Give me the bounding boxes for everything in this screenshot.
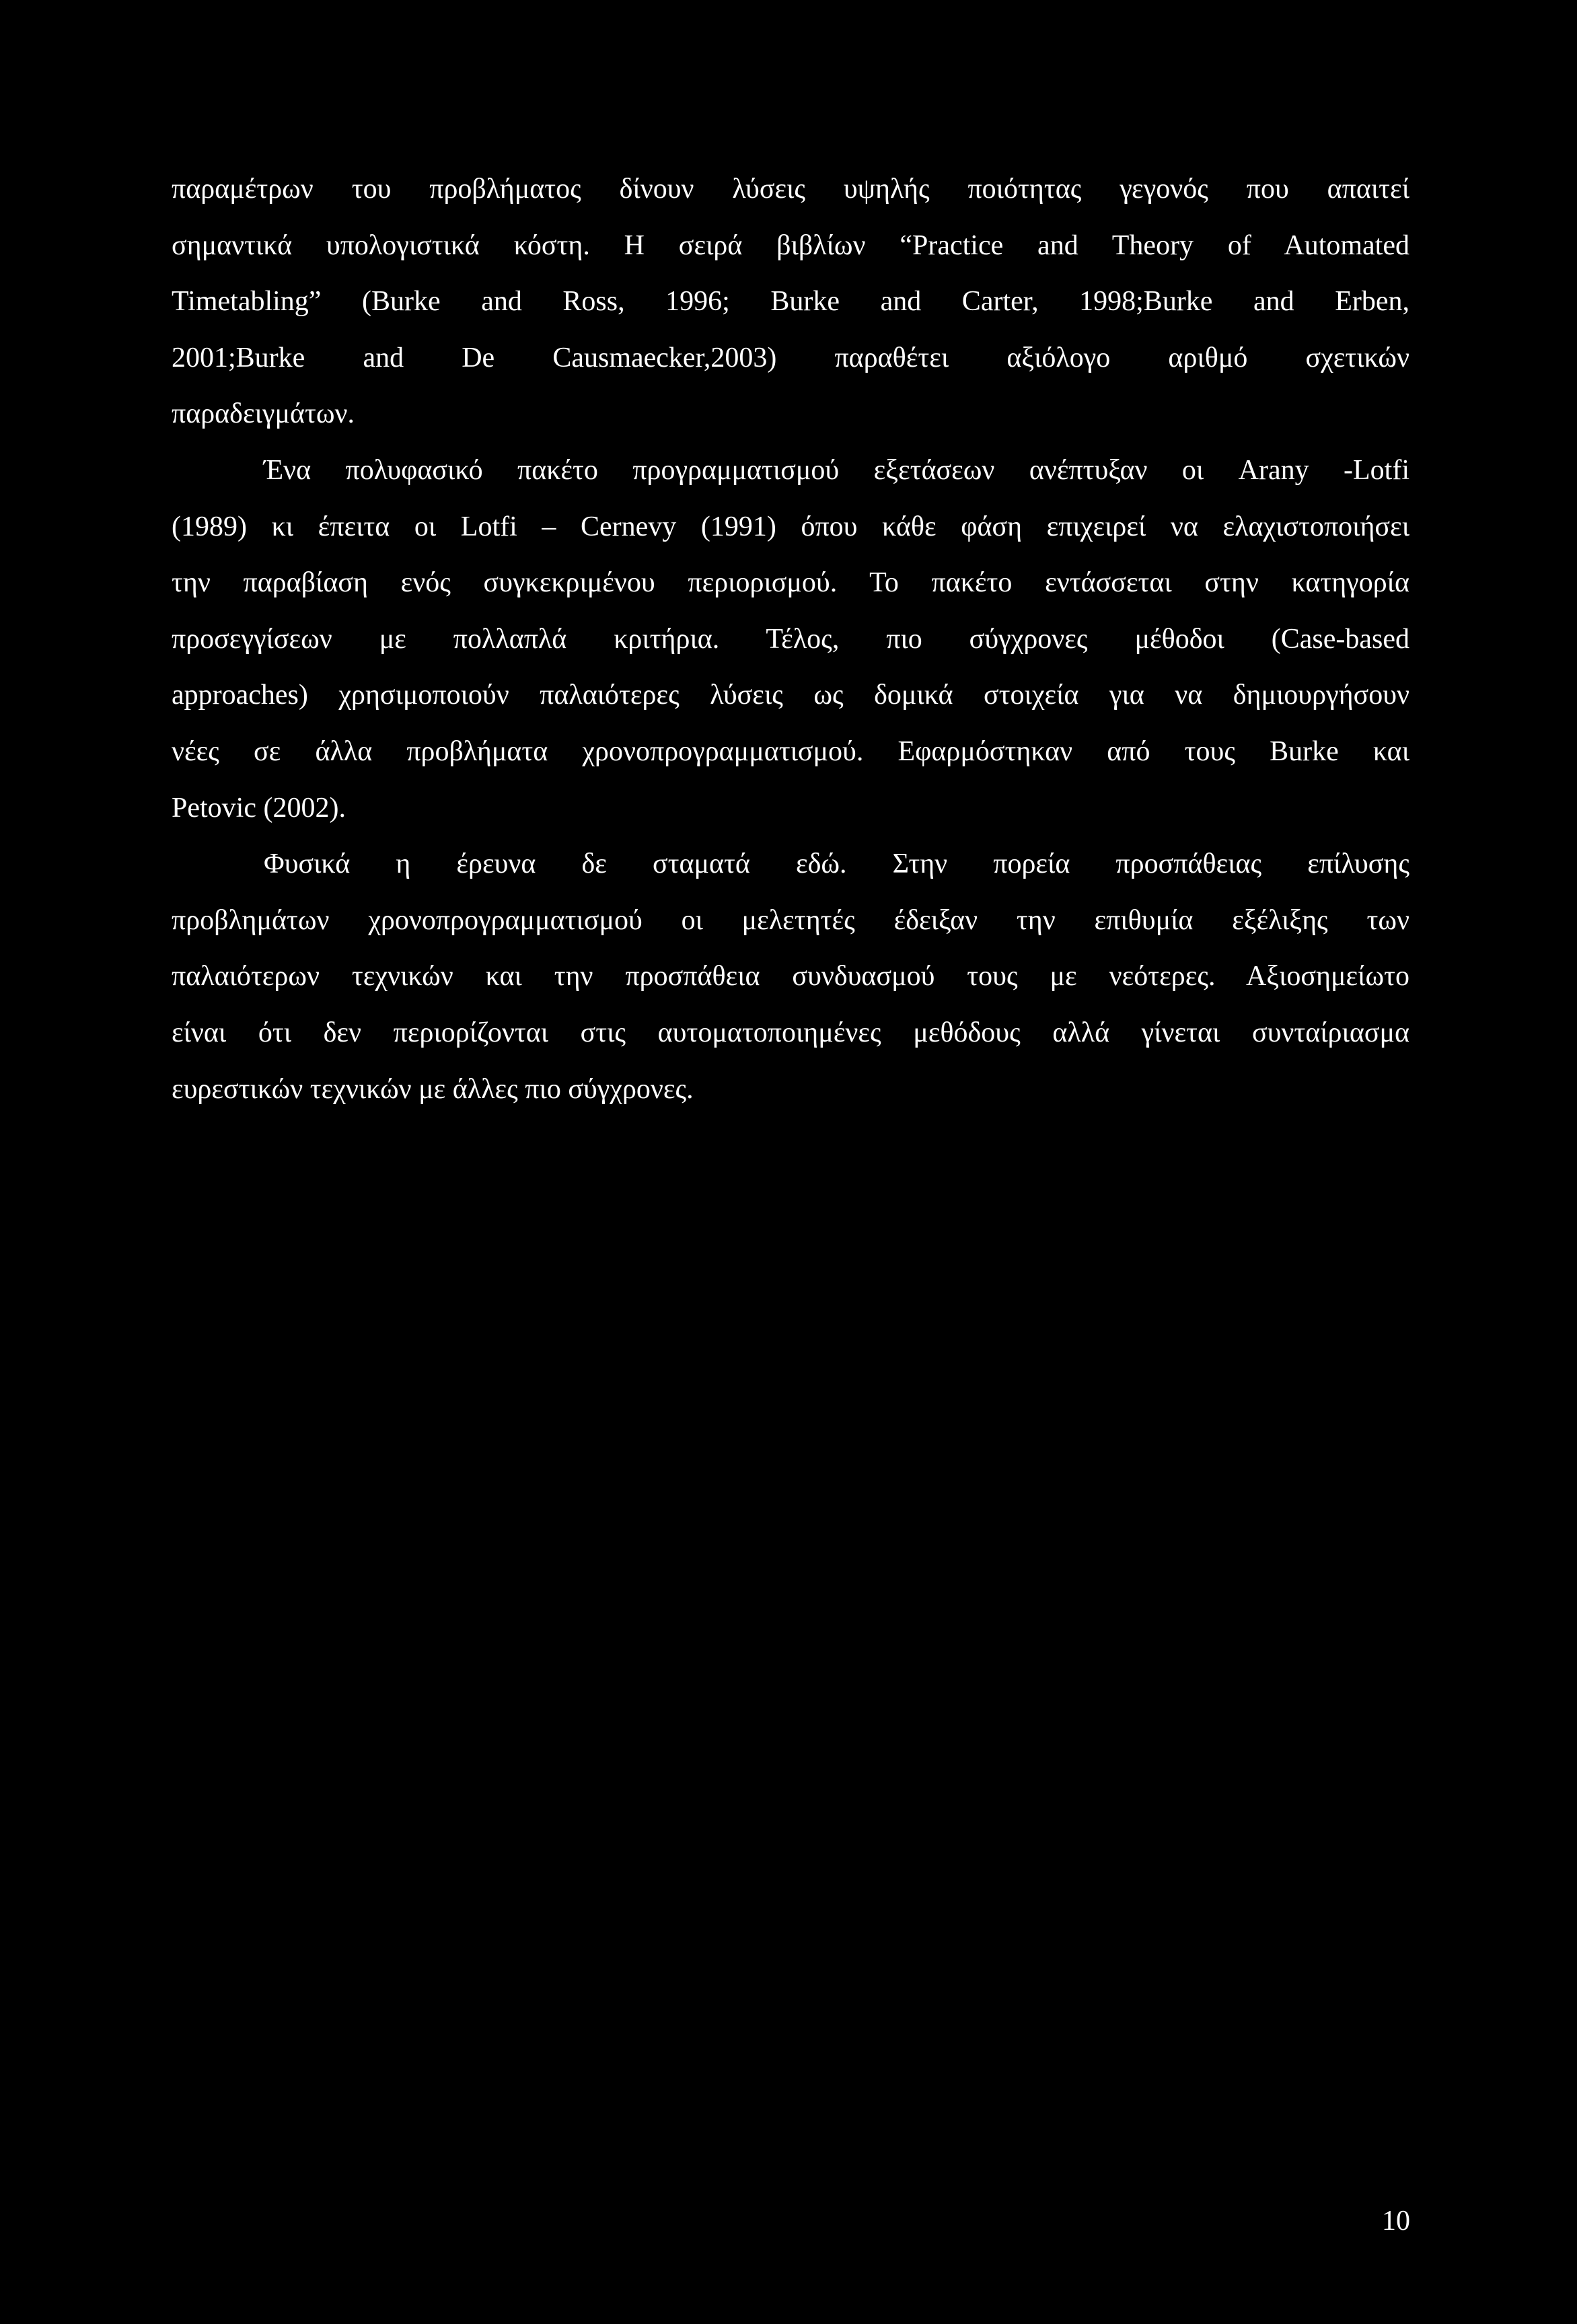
text-line: Ένα πολυφασικό πακέτο προγραμματισμού εξετάσεων ανέπτυξαν οι Arany -Lotfi — [264, 454, 1409, 486]
text-line: είναι ότι δεν περιορίζονται στις αυτοματοποιημένες μεθόδους αλλά γίνεται συνταίριασμα — [172, 1017, 1409, 1048]
text-line: παραδειγμάτων. — [172, 398, 355, 430]
paragraph-1 — [172, 161, 1409, 443]
text-line: ευρεστικών τεχνικών με άλλες πιο σύγχρονες. — [172, 1073, 694, 1105]
text-line: Φυσικά η έρευνα δε σταματά εδώ. Στην πορεία προσπάθειας επίλυσης — [264, 848, 1409, 880]
text-line: approaches) χρησιμοποιούν παλαιότερες λύσεις ως δομικά στοιχεία για να δημιουργήσουν — [172, 680, 1409, 711]
text-line: προβλημάτων χρονοπρογραμματισμού οι μελετητές έδειξαν την επιθυμία εξέλιξης των — [172, 904, 1409, 936]
document-body — [172, 161, 1409, 1118]
text-line: προσεγγίσεων με πολλαπλά κριτήρια. Τέλος, πιο σύγχρονες μέθοδοι (Case-based — [172, 623, 1409, 655]
page-number: 10 — [1382, 2206, 1410, 2237]
text-line: παραμέτρων του προβλήματος δίνουν λύσεις υψηλής ποιότητας γεγονός που απαιτεί — [172, 174, 1409, 205]
text-line: 2001;Burke and De Causmaecker,2003) παραθέτει αξιόλογο αριθμό σχετικών — [172, 342, 1409, 373]
text-line: την παραβίαση ενός συγκεκριμένου περιορισμού. Το πακέτο εντάσσεται στην κατηγορία — [172, 567, 1409, 599]
text-line: Petovic (2002). — [172, 792, 346, 824]
paragraph-2 — [172, 443, 1409, 836]
text-line: νέες σε άλλα προβλήματα χρονοπρογραμματισμού. Εφαρμόστηκαν από τους Burke και — [172, 735, 1409, 767]
paragraph-3 — [172, 836, 1409, 1118]
text-line: σημαντικά υπολογιστικά κόστη. Η σειρά βιβλίων “Practice and Theory of Automated — [172, 229, 1409, 261]
text-line: (1989) κι έπειτα οι Lotfi – Cernevy (1991) όπου κάθε φάση επιχειρεί να ελαχιστοποιήσει — [172, 511, 1409, 542]
text-line: παλαιότερων τεχνικών και την προσπάθεια συνδυασμού τους με νεότερες. Αξιοσημείωτο — [172, 961, 1409, 992]
text-line: Timetabling” (Burke and Ross, 1996; Burke and Carter, 1998;Burke and Erben, — [172, 286, 1409, 318]
